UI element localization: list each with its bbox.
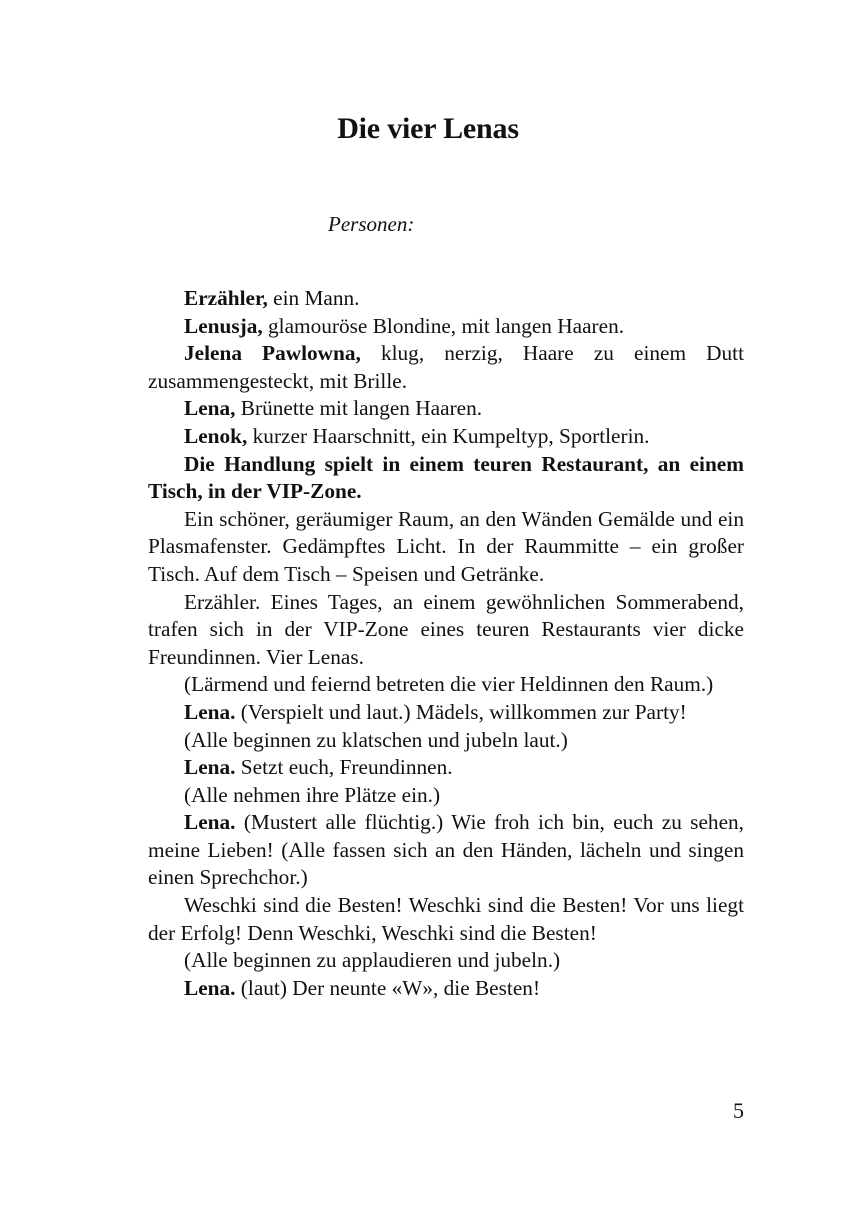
speaker-name: Lenok, (184, 423, 248, 448)
paragraph-text: Erzähler. Eines Tages, an einem gewöhnlichen Sommerabend, trafen sich in der VIP-Zone eines teuren Restaurants vier dicke Freundinnen. Vier Lenas. (148, 589, 744, 669)
speaker-name: Lena. (184, 810, 236, 835)
paragraph-13 (148, 809, 744, 892)
paragraph-text: Setzt euch, Freundinnen. (235, 755, 453, 780)
paragraph-9 (148, 699, 744, 727)
paragraph-5 (148, 451, 744, 506)
paragraph-text: (Alle nehmen ihre Plätze ein.) (184, 782, 441, 807)
speaker-name: Lena. (184, 699, 236, 724)
paragraph-1 (148, 313, 744, 341)
paragraph-text: Brünette mit langen Haaren. (235, 396, 483, 421)
paragraph-7 (148, 589, 744, 672)
speaker-name: Lenusja, (184, 313, 263, 338)
speaker-name: Lena. (184, 975, 236, 1000)
personen-heading: Personen: (328, 212, 415, 236)
paragraph-text: ein Mann. (267, 286, 360, 310)
setting-note: Die Handlung spielt in einem teuren Restaurant, an einem Tisch, in der VIP-Zone. (148, 451, 744, 504)
page-title: Die vier Lenas (337, 112, 519, 145)
paragraph-text: (Alle beginnen zu applaudieren und jubeln.) (184, 948, 561, 973)
paragraph-text: Ein schöner, geräumiger Raum, an den Wänden Gemälde und ein Plasmafenster. Gedämpftes Licht. In der Raummitte – ein großer Tisch. Auf dem Tisch – Speisen und Getränke. (148, 506, 744, 586)
speaker-name: Lena, (184, 396, 236, 421)
paragraph-text: (Verspielt und laut.) Mädels, willkommen zur Party! (235, 699, 687, 724)
paragraph-11 (148, 754, 744, 782)
page-number: 5 (733, 1098, 744, 1123)
paragraph-text: (Lärmend und feiernd betreten die vier Heldinnen den Raum.) (184, 672, 714, 697)
paragraph-14 (148, 892, 744, 947)
paragraph-3 (148, 395, 744, 423)
paragraph-text: (laut) Der neunte «W», die Besten! (235, 975, 541, 1000)
paragraph-16 (148, 975, 744, 1003)
paragraph-text: glamouröse Blondine, mit langen Haaren. (262, 313, 625, 338)
paragraph-text: Weschki sind die Besten! Weschki sind die Besten! Vor uns liegt der Erfolg! Denn Weschki, Weschki sind die Besten! (148, 893, 744, 945)
paragraph-text: kurzer Haarschnitt, ein Kumpeltyp, Sportlerin. (247, 423, 650, 448)
paragraph-0 (148, 285, 744, 313)
play-text (148, 285, 744, 1002)
speaker-name: Erzähler, (184, 286, 268, 310)
speaker-name: Jelena Pawlowna, (184, 341, 361, 366)
paragraph-12 (148, 782, 744, 810)
paragraph-10 (148, 727, 744, 755)
paragraph-text: (Alle beginnen zu klatschen und jubeln laut.) (184, 727, 568, 752)
speaker-name: Lena. (184, 755, 236, 780)
paragraph-text: klug, nerzig, Haare zu einem Dutt zusammengesteckt, mit Brille. (148, 341, 745, 393)
paragraph-8 (148, 671, 744, 699)
paragraph-6 (148, 506, 744, 589)
paragraph-4 (148, 423, 744, 451)
paragraph-2 (148, 340, 744, 395)
paragraph-15 (148, 947, 744, 975)
paragraph-text: (Mustert alle flüchtig.) Wie froh ich bin, euch zu sehen, meine Lieben! (Alle fassen sich an den Händen, lächeln und singen einen Sprechchor.) (148, 810, 744, 890)
